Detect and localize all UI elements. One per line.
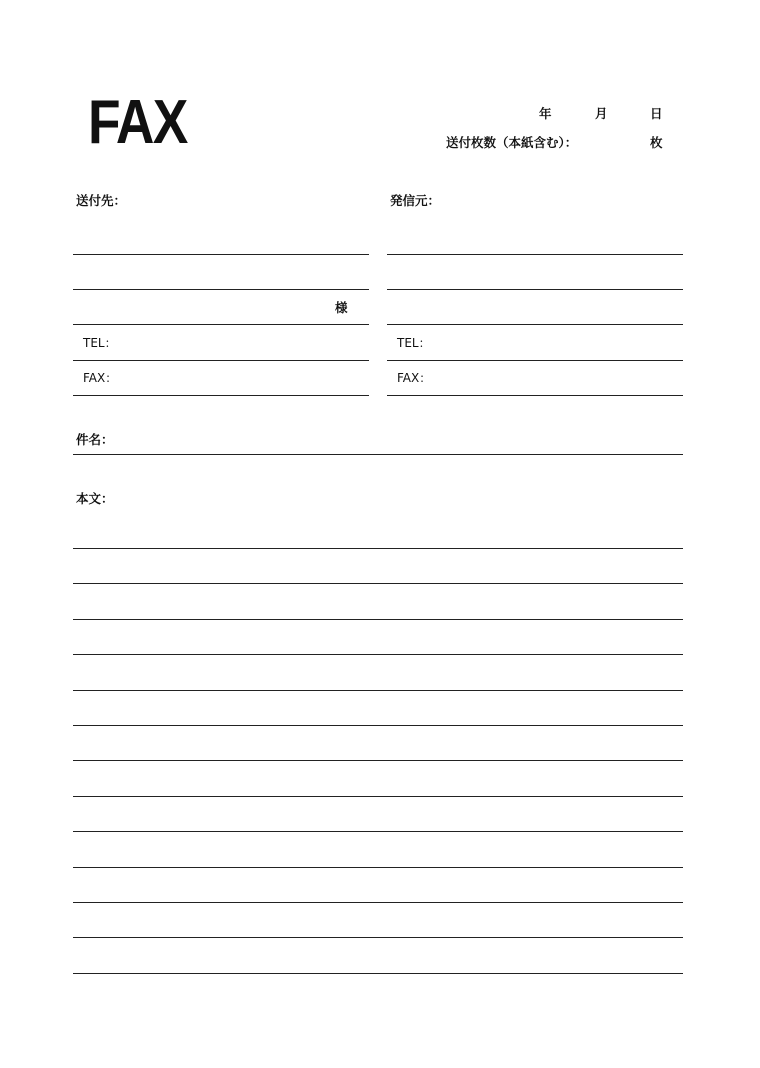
- body-rule-line: [73, 973, 683, 974]
- body-rule-line: [73, 831, 683, 832]
- sender-label: 発信元：: [390, 193, 441, 208]
- body-rule-line: [73, 867, 683, 868]
- sender-line-3: [387, 324, 683, 325]
- body-rule-line: [73, 725, 683, 726]
- honorific-label: 様: [335, 300, 348, 315]
- fax-title: FAX: [88, 88, 187, 157]
- sender-line-1: [387, 254, 683, 255]
- body-rule-line: [73, 796, 683, 797]
- body-rule-line: [73, 619, 683, 620]
- sender-line-2: [387, 289, 683, 290]
- sender-fax-label: FAX：: [397, 371, 432, 385]
- body-rule-line: [73, 760, 683, 761]
- subject-label: 件名：: [76, 432, 114, 447]
- body-rule-line: [73, 902, 683, 903]
- date-year-label: 年: [539, 106, 552, 121]
- date-day-label: 日: [650, 106, 663, 121]
- body-rule-line: [73, 654, 683, 655]
- sender-fax-line: [387, 395, 683, 396]
- recipient-label: 送付先：: [76, 193, 127, 208]
- sender-tel-line: [387, 360, 683, 361]
- recipient-fax-line: [73, 395, 369, 396]
- subject-line: [73, 454, 683, 455]
- recipient-line-3: [73, 324, 369, 325]
- recipient-line-2: [73, 289, 369, 290]
- body-rule-line: [73, 548, 683, 549]
- recipient-tel-line: [73, 360, 369, 361]
- date-month-label: 月: [595, 106, 608, 121]
- recipient-fax-label: FAX：: [83, 371, 118, 385]
- body-rule-line: [73, 690, 683, 691]
- recipient-line-1: [73, 254, 369, 255]
- body-label: 本文：: [76, 491, 114, 506]
- sender-tel-label: TEL：: [397, 336, 431, 350]
- pages-unit: 枚: [650, 135, 663, 150]
- pages-label: 送付枚数（本紙含む）：: [446, 135, 578, 150]
- body-rule-line: [73, 583, 683, 584]
- recipient-tel-label: TEL：: [83, 336, 117, 350]
- body-rule-line: [73, 937, 683, 938]
